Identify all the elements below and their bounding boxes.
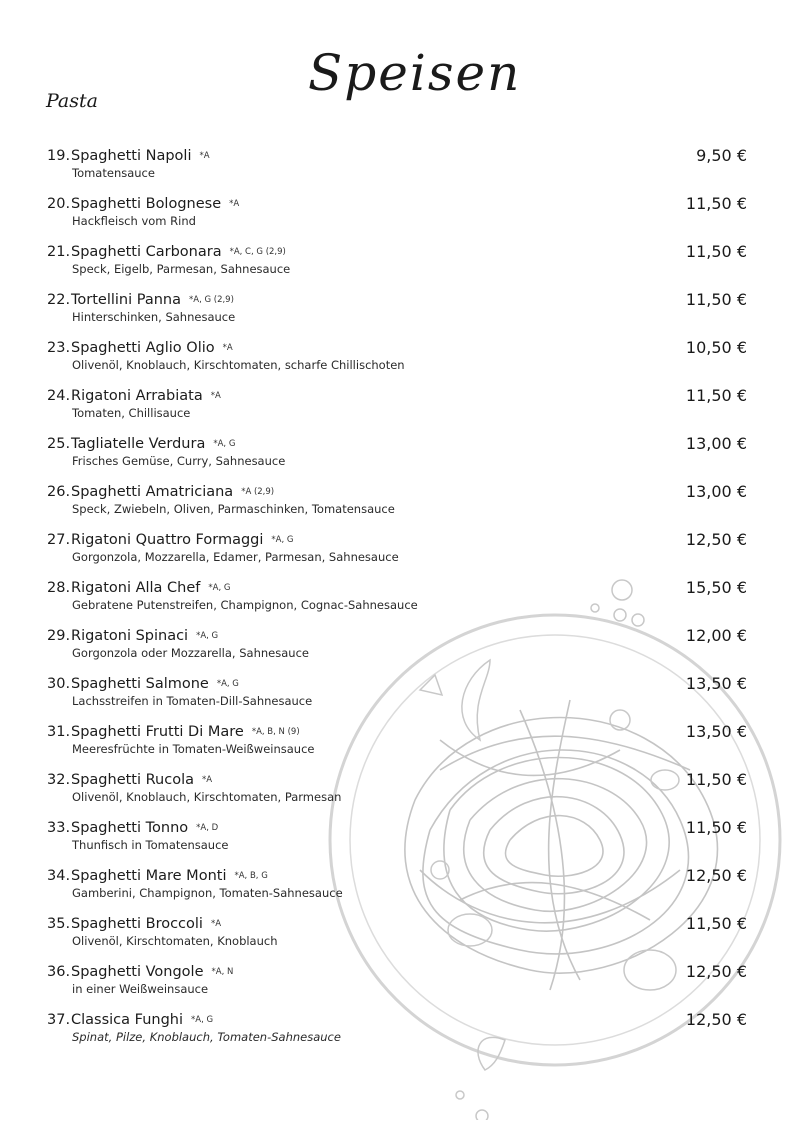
menu-item-title	[47, 292, 234, 308]
menu-item-number: 31.	[47, 724, 71, 740]
menu-item	[47, 148, 747, 188]
menu-item-number: 23.	[47, 340, 71, 356]
menu-item-title	[47, 1012, 213, 1028]
menu-item	[47, 676, 747, 716]
menu-item-price: 15,50 €	[685, 578, 747, 597]
menu-item	[47, 292, 747, 332]
menu-item	[47, 244, 747, 284]
menu-item-number: 26.	[47, 484, 71, 500]
menu-item-price: 12,00 €	[685, 626, 747, 645]
menu-item-description: Hackfleisch vom Rind	[72, 214, 196, 228]
menu-item-allergens: *A	[210, 391, 221, 401]
menu-item-description: Frisches Gemüse, Curry, Sahnesauce	[72, 454, 286, 468]
menu-item-number: 20.	[47, 196, 71, 212]
menu-item-description: Meeresfrüchte in Tomaten-Weißweinsauce	[72, 742, 315, 756]
menu-item-name: Spaghetti Mare Monti	[71, 868, 227, 884]
menu-item-description: Speck, Eigelb, Parmesan, Sahnesauce	[72, 262, 291, 276]
menu-item-name: Spaghetti Frutti Di Mare	[71, 724, 244, 740]
menu-item-description: Speck, Zwiebeln, Oliven, Parmaschinken, Tomatensauce	[72, 502, 395, 516]
menu-item	[47, 916, 747, 956]
menu-item-description: Hinterschinken, Sahnesauce	[72, 310, 236, 324]
menu-item	[47, 388, 747, 428]
menu-item	[47, 820, 747, 860]
menu-item-allergens: *A	[210, 919, 222, 929]
menu-item-title	[47, 148, 210, 164]
menu-item-name: Tagliatelle Verdura	[71, 436, 206, 452]
menu-item-number: 32.	[47, 772, 71, 788]
menu-item-allergens: *A	[229, 199, 240, 209]
menu-item-title	[47, 628, 218, 644]
menu-item-number: 22.	[47, 292, 71, 308]
menu-item	[47, 868, 747, 908]
menu-item-price: 11,50 €	[685, 818, 747, 837]
menu-item-price: 11,50 €	[685, 242, 747, 261]
menu-item-number: 37.	[47, 1012, 71, 1028]
menu-item-name: Spaghetti Vongole	[71, 964, 204, 980]
menu-item-title	[47, 196, 239, 212]
menu-item-allergens: *A	[199, 151, 210, 161]
menu-item	[47, 628, 747, 668]
menu-item-number: 33.	[47, 820, 71, 836]
menu-item-description: Olivenöl, Knoblauch, Kirschtomaten, Parmesan	[72, 790, 342, 804]
menu-item-price: 11,50 €	[685, 290, 747, 309]
menu-item-price: 11,50 €	[685, 914, 747, 933]
menu-item-price: 11,50 €	[685, 770, 747, 789]
menu-item	[47, 964, 747, 1004]
menu-item	[47, 484, 747, 524]
menu-item	[47, 724, 747, 764]
menu-item-title	[47, 244, 286, 260]
menu-item-description: Olivenöl, Knoblauch, Kirschtomaten, scharfe Chillischoten	[72, 358, 405, 372]
menu-item-name: Spaghetti Rucola	[71, 772, 194, 788]
menu-item-number: 27.	[47, 532, 71, 548]
menu-item-allergens: *A, G (2,9)	[189, 295, 234, 305]
menu-item-description: Lachsstreifen in Tomaten-Dill-Sahnesauce	[72, 694, 313, 708]
menu-item	[47, 532, 747, 572]
menu-item-name: Classica Funghi	[71, 1012, 183, 1028]
menu-item-allergens: *A, G	[196, 631, 219, 641]
menu-item-name: Spaghetti Napoli	[71, 148, 192, 164]
menu-item-title	[47, 580, 230, 596]
menu-item-description: Gebratene Putenstreifen, Champignon, Cognac-Sahnesauce	[72, 598, 418, 612]
menu-item-allergens: *A	[202, 775, 213, 785]
menu-item-number: 34.	[47, 868, 71, 884]
menu-item-price: 9,50 €	[696, 146, 747, 165]
menu-item-title	[47, 388, 221, 404]
menu-item	[47, 772, 747, 812]
menu-item-name: Spaghetti Broccoli	[71, 916, 203, 932]
menu-item-price: 12,50 €	[685, 1010, 747, 1029]
menu-item-number: 36.	[47, 964, 71, 980]
menu-item-number: 19.	[47, 148, 71, 164]
menu-item-name: Spaghetti Bolognese	[71, 196, 222, 212]
menu-item-name: Spaghetti Aglio Olio	[71, 340, 215, 356]
menu-item-number: 29.	[47, 628, 71, 644]
menu-item-description: Olivenöl, Kirschtomaten, Knoblauch	[72, 934, 278, 948]
menu-item-price: 11,50 €	[685, 386, 747, 405]
menu-item-description: Gorgonzola oder Mozzarella, Sahnesauce	[72, 646, 309, 660]
menu-item-allergens: *A, B, N (9)	[251, 727, 300, 737]
menu-item-name: Tortellini Panna	[71, 292, 181, 308]
menu-item-price: 10,50 €	[685, 338, 747, 357]
menu-item	[47, 340, 747, 380]
menu-item-allergens: *A, G	[213, 439, 236, 449]
menu-item-allergens: *A (2,9)	[241, 487, 275, 497]
menu-item	[47, 436, 747, 476]
menu-item	[47, 196, 747, 236]
menu-item-title	[47, 724, 300, 740]
menu-item-allergens: *A, B, G	[234, 871, 268, 881]
menu-item-price: 13,00 €	[685, 482, 747, 501]
menu-item-description: in einer Weißweinsauce	[72, 982, 209, 996]
section-heading: Pasta	[46, 90, 98, 112]
menu-item-title	[47, 772, 212, 788]
menu-item-number: 24.	[47, 388, 71, 404]
menu-item-price: 12,50 €	[685, 530, 747, 549]
menu-item-title	[47, 436, 235, 452]
menu-item-description: Spinat, Pilze, Knoblauch, Tomaten-Sahnesauce	[72, 1030, 341, 1044]
menu-item-number: 28.	[47, 580, 71, 596]
menu-item-name: Rigatoni Arrabiata	[71, 388, 203, 404]
menu-item-allergens: *A, G	[208, 583, 231, 593]
menu-item-price: 13,50 €	[685, 674, 747, 693]
menu-item-name: Spaghetti Tonno	[71, 820, 189, 836]
menu-item-name: Rigatoni Alla Chef	[71, 580, 201, 596]
menu-item-allergens: *A, G	[191, 1015, 214, 1025]
menu-item-name: Rigatoni Spinaci	[71, 628, 189, 644]
menu-item-name: Spaghetti Amatriciana	[71, 484, 234, 500]
menu-item-title	[47, 868, 268, 884]
menu-item-allergens: *A	[222, 343, 233, 353]
menu-item-title	[47, 820, 218, 836]
menu-item-title	[47, 964, 233, 980]
menu-item-allergens: *A, D	[196, 823, 219, 833]
menu-item-allergens: *A, G	[216, 679, 239, 689]
menu-item-number: 30.	[47, 676, 71, 692]
menu-item	[47, 1012, 747, 1052]
menu-item-number: 21.	[47, 244, 71, 260]
menu-item-title	[47, 676, 239, 692]
menu-item-description: Gamberini, Champignon, Tomaten-Sahnesauce	[72, 886, 343, 900]
menu-item-allergens: *A, C, G (2,9)	[229, 247, 286, 257]
menu-item-title	[47, 532, 293, 548]
menu-item-price: 12,50 €	[685, 866, 747, 885]
menu-item-description: Thunfisch in Tomatensauce	[72, 838, 229, 852]
menu-item-description: Tomatensauce	[72, 166, 155, 180]
menu-item-description: Gorgonzola, Mozzarella, Edamer, Parmesan, Sahnesauce	[72, 550, 399, 564]
menu-item-number: 35.	[47, 916, 71, 932]
menu-item-name: Spaghetti Carbonara	[71, 244, 222, 260]
menu-item	[47, 580, 747, 620]
menu-item-price: 13,50 €	[685, 722, 747, 741]
menu-item-allergens: *A, G	[271, 535, 294, 545]
menu-item-number: 25.	[47, 436, 71, 452]
menu-item-price: 11,50 €	[685, 194, 747, 213]
menu-item-title	[47, 340, 233, 356]
menu-item-description: Tomaten, Chillisauce	[72, 406, 191, 420]
page-title: Speisen	[308, 44, 522, 102]
menu-item-name: Rigatoni Quattro Formaggi	[71, 532, 264, 548]
menu-item-name: Spaghetti Salmone	[71, 676, 209, 692]
menu-item-title	[47, 484, 274, 500]
menu-item-price: 13,00 €	[685, 434, 747, 453]
menu-item-title	[47, 916, 221, 932]
menu-item-allergens: *A, N	[211, 967, 234, 977]
menu-item-price: 12,50 €	[685, 962, 747, 981]
